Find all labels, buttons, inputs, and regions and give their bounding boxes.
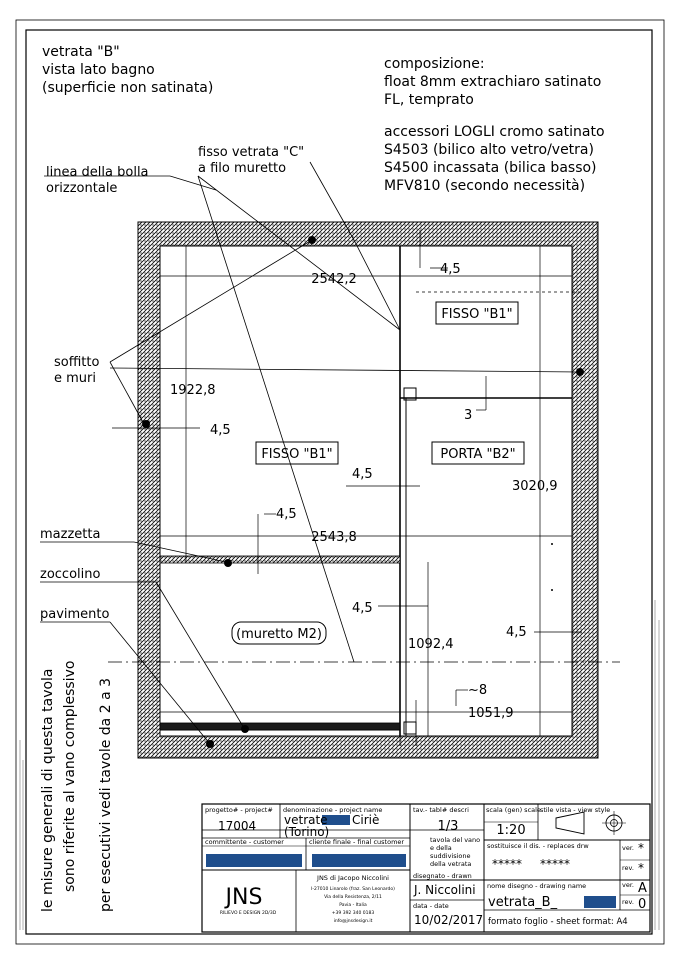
label-mazzetta: mazzetta: [40, 527, 101, 542]
side-note-line-2: sono riferite al vano complessivo: [62, 660, 78, 892]
tb-rev2-value: 0: [638, 897, 647, 912]
tb-logo: JNS: [225, 885, 263, 910]
tb-name-value-b: Ciriè: [352, 813, 380, 827]
tb-project-value: 17004: [218, 819, 257, 833]
dim-gap-right: 4,5: [506, 625, 527, 640]
label-soffitto-1: soffitto: [54, 355, 100, 370]
tb-company-line-1: I-27010 Linarolo (fraz. San Leonardo): [311, 887, 395, 892]
tb-replaces-2: *****: [540, 857, 570, 871]
dim-gap-top-right: 4,5: [440, 262, 461, 277]
panel-fisso-left: [256, 442, 338, 464]
title-block: [202, 804, 650, 932]
dim-height-muretto: 1092,4: [408, 637, 454, 652]
tb-logo-sub: RILIEVO E DESIGN 2D/3D: [219, 911, 277, 916]
composition-line-1: composizione:: [384, 56, 485, 72]
tb-tav-value: 1/3: [437, 819, 459, 834]
dim-width-mid: 2543,8: [311, 530, 357, 545]
tb-client-label: committente - customer: [205, 838, 284, 846]
tb-tav-desc-1: tavola del vano: [430, 836, 481, 844]
tb-scale-value: 1:20: [496, 823, 526, 838]
view-line-3: (superficie non satinata): [42, 80, 214, 96]
tb-rev-value: *: [638, 861, 644, 875]
tb-company-name: JNS di Jacopo Niccolini: [317, 874, 389, 882]
dimension-values: [170, 262, 558, 721]
dim-height-left: 1922,8: [170, 383, 216, 398]
tb-replaces-1: *****: [492, 857, 522, 871]
tb-company-line-5: info@jnsdesign.it: [333, 919, 373, 924]
label-soffitto-2: e muri: [54, 371, 96, 386]
label-bubble-2: orizzontale: [46, 181, 118, 196]
tb-name-value-a: vetrate: [284, 813, 328, 827]
tb-ver2-value: A: [638, 881, 647, 896]
tb-ver-value: *: [638, 841, 644, 855]
composition-line-2: float 8mm extrachiaro satinato: [384, 74, 602, 90]
side-note-line-3: per esecutivi vedi tavole da 2 a 3: [98, 677, 114, 912]
side-note-line-1: le misure generali di questa tavola: [40, 668, 56, 912]
side-note: [40, 661, 114, 912]
mazzetta-strip: [160, 556, 400, 563]
dim-width-bottom: 1051,9: [468, 706, 514, 721]
tb-replaces-label: sostituisce il dis. - replaces drw: [487, 842, 589, 850]
tb-final-client-label: cliente finale - final customer: [309, 838, 405, 846]
tb-view-style-label: stile vista - view style: [540, 806, 611, 814]
panel-porta-label: PORTA "B2": [440, 447, 516, 462]
tb-tav-desc-2: e della: [430, 844, 452, 852]
dim-gap-center: 4,5: [352, 467, 373, 482]
label-fisso-c-1: fisso vetrata "C": [198, 145, 305, 160]
tb-rev-label: rev.: [622, 864, 634, 872]
accessory-line-3: S4500 incassata (bilica basso): [384, 160, 597, 176]
tb-ver2-label: ver.: [622, 881, 634, 889]
panel-muretto: [232, 622, 326, 644]
dim-width-top: 2542,2: [311, 272, 357, 287]
view-line-1: vetrata "B": [42, 44, 120, 60]
tb-drawing-name-value: vetrata_B_: [488, 895, 558, 910]
dim-gap-bottom: ~8: [468, 683, 488, 698]
dim-gap-left: 4,5: [210, 423, 231, 438]
tb-drawing-name-label: nome disegno - drawing name: [487, 882, 587, 890]
panel-fisso-top-label: FISSO "B1": [441, 307, 513, 322]
dim-gap-mazzetta: 4,5: [276, 507, 297, 522]
tb-date-value: 10/02/2017: [414, 913, 484, 927]
panel-porta: [432, 442, 524, 464]
label-fisso-c-2: a filo muretto: [198, 161, 287, 176]
composition-line-3: FL, temprato: [384, 92, 474, 108]
dim-gap-muretto: 4,5: [352, 601, 373, 616]
view-description: [42, 44, 213, 96]
view-line-2: vista lato bagno: [42, 62, 155, 78]
tb-ver-label: ver.: [622, 844, 634, 852]
label-pavimento: pavimento: [40, 607, 110, 622]
tb-rev2-label: rev.: [622, 898, 634, 906]
tb-project-label: progetto# - project#: [205, 806, 273, 814]
panel-fisso-left-label: FISSO "B1": [261, 447, 333, 462]
tb-tav-desc-3: suddivisione: [430, 852, 471, 860]
composition-notes: [384, 56, 605, 194]
label-zoccolino: zoccolino: [40, 567, 101, 582]
tb-name-label: denominazione - project name: [283, 806, 383, 814]
accessory-line-4: MFV810 (secondo necessità): [384, 178, 586, 194]
tb-tav-desc-4: della vetrata: [430, 860, 472, 868]
accessory-line-1: accessori LOGLI cromo satinato: [384, 124, 605, 140]
label-bubble-1: linea della bolla: [46, 165, 149, 180]
tb-company-line-2: Via della Resistenza, 2/11: [324, 895, 382, 900]
tb-name-value-c: (Torino): [284, 825, 330, 839]
tb-company-line-3: Pavia - Italia: [339, 903, 367, 908]
tb-drawn-value: J. Niccolini: [414, 883, 476, 897]
tb-tav-label: tav.- tabl# descri: [413, 806, 469, 814]
dim-gap-door: 3: [464, 408, 473, 423]
panel-fisso-top: [436, 302, 518, 324]
tb-format-label: formato foglio - sheet format: A4: [488, 917, 628, 927]
tb-date-label: data - date: [413, 902, 449, 910]
reference-dots: [551, 543, 553, 591]
dim-height-right: 3020,9: [512, 479, 558, 494]
tb-scale-label: scala (gen) scale: [486, 806, 541, 814]
accessory-line-2: S4503 (bilico alto vetro/vetra): [384, 142, 594, 158]
tb-company-line-4: +39 392 340 0183: [331, 911, 375, 916]
panel-muretto-label: (muretto M2): [236, 627, 322, 642]
tb-drawn-label: disegnato - drawn: [413, 872, 472, 880]
view-style-trapezoid-icon: [556, 812, 584, 834]
